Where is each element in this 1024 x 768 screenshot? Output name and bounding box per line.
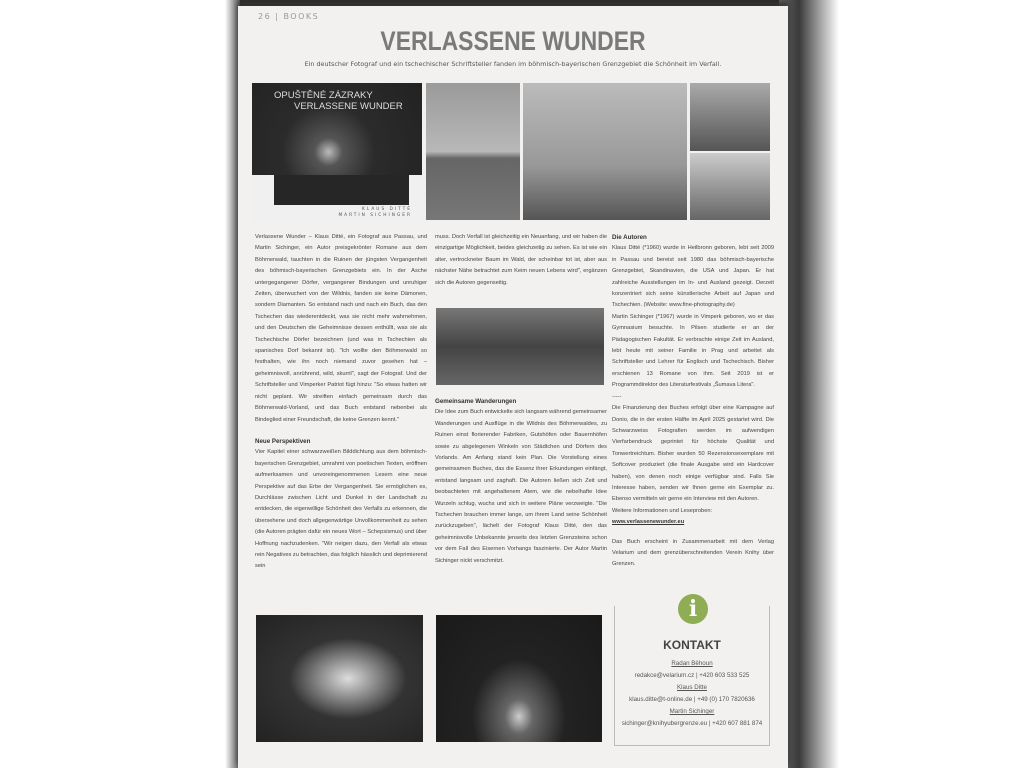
contact-details: klaus.ditte@t-online.de | +49 (0) 170 7820636	[629, 696, 755, 703]
intro-paragraph: Verlassene Wunder – Klaus Ditté, ein Fotograf aus Passau, und Martin Sichinger, ein Autor preisgekrönter Romane aus dem Böhmerwald, tauchten in die Ruinen der jüngsten Vergangenheit des böhmisch-bayerischen Grenzgebiets ein. In der Asche untergegangener Dörfer, vergangener Bindungen und unruhiger Zeiten, überwuchert von der Wildnis, fanden sie keine Dämonen, sondern Diamanten. So entstand nach und nach ein Buch, das den Tschechen das wiederentdeckt, was sie nicht mehr wahrnehmen, und den Deutschen die Geheimnisse dessen enthüllt, was sie als Tschechische Dörfer bezeichnen (und was in Tschechien als spanisches Dorf bekannt ist). "Ich wollte den Böhmerwald so festhalten, wie ihn noch niemand zuvor gesehen hat – geheimnisvoll, anrührend, wild, skurril", sagt der Fotograf. Und der Schriftsteller und Vimperker Patriot fügt hinzu: "So etwas hatten wir nicht geplant. Wir streiften einfach gemeinsam durch das Böhmerwald-Vorland, und das Buch entstand nebenbei als Bindeglied einer Freundschaft, die keine Grenzen kennt."	[255, 234, 427, 423]
photo-authors-rocks	[436, 308, 604, 385]
contact-details: sichinger@knihyubergrenze.eu | +420 607 881 874	[621, 720, 763, 727]
photo-tunnel	[436, 615, 602, 742]
contact-details: redakce@velarium.cz | +420 603 533 525	[634, 672, 750, 679]
paragraph: Weitere Informationen und Leseproben:	[612, 507, 713, 514]
article-subtitle: Ein deutscher Fotograf und ein tschechischer Schriftsteller fanden im böhmisch-bayerischen Grenzgebiet die Schönheit im Verfall.	[304, 60, 722, 68]
info-icon: i	[678, 594, 708, 624]
magazine-page	[238, 6, 788, 768]
cover-author-2: MARTIN SICHINGER	[338, 213, 412, 218]
paragraph: Martin Sichinger (*1967) wurde in Vimperk geboren, wo er das Gymnasium besuchte. In Pilsen studierte er an der Pädagogischen Fakultät. Er verbrachte einige Zeit im Ausland, lebt heute mit seiner Familie in Prag und arbeitet als Schriftsteller und Lehrer für Englisch und Tschechisch. Bisher erschienen 13 Romane von ihm. Seit 2019 ist er Programmdirektor des Literaturfestivals „Šumava Litera".	[612, 313, 774, 389]
heading-neue-perspektiven: Neue Perspektiven	[255, 437, 311, 445]
page-header: 26 | BOOKS	[258, 12, 320, 21]
photo-crucifix	[523, 83, 687, 220]
article-title: VERLASSENE WUNDER	[380, 26, 646, 56]
photo-sheds	[426, 83, 520, 220]
photo-authors-bottom	[690, 153, 770, 220]
background-right	[779, 0, 1024, 768]
cover-title-de: VERLASSENE WUNDER	[294, 101, 403, 112]
heading-gemeinsame-wanderungen: Gemeinsame Wanderungen	[435, 398, 517, 405]
contact-box	[614, 596, 770, 746]
book-cover-image	[252, 83, 422, 221]
paragraph: Die Idee zum Buch entwickelte sich langsam während gemeinsamer Wanderungen und Ausflüge in die Wildnis des Böhmerwaldes, zu Ruinen einst florierender Fabriken, Gutshöfen oder Bauernhöfen sowie zu abgelegenen Winkeln von Städtchen und Dörfern des Vorlands. Am Anfang stand kein Plan. Die Vorstellung eines gemeinsamen Buches, das die Essenz ihrer Erkundungen einfängt, entstand langsam und zaghaft. Die Autoren ließen sich Zeit und beobachteten mit angehaltenem Atem, wie die nebelhafte Idee Wurzeln schlug, wuchs und sich in weitere Pläne verzweigte. "Die Tschechen brauchen immer lange, um ihrem Land seine Schönheit zurückzugeben", lächelt der Fotograf Klaus Ditté, den das geheimnisvolle Unbekannte jenseits des letzten Grenzsteins schon vor dem Fall des Eisernen Vorhangs faszinierte. Der Autor Martin Sichinger nickt verschmitzt.	[435, 409, 607, 564]
paragraph: Klaus Ditté (*1960) wurde in Heilbronn geboren, lebt seit 2009 in Passau und bereist seit 1980 das böhmisch-bayerische Grenzgebiet, Skandinavien, die USA und Japan. Er hat zahlreiche Ausstellungen im In- und Ausland gezeigt. Derzeit konzentriert sich seine künstlerische Arbeit auf Japan und Tschechien. (Website: www.fine-photography.de)	[612, 245, 774, 309]
contact-name: Radan Běhoun	[671, 660, 713, 667]
cover-title-cz: OPUŠTĚNÉ ZÁZRAKY	[274, 90, 373, 101]
photo-authors-top	[690, 83, 770, 151]
paragraph: Die Finanzierung des Buches erfolgt über eine Kampagne auf Donio, die in der ersten Hälfte im April 2025 gestartet wird. Die Schwarzweiss Fotografien werden im aufwendigen Vierfarbendruck geprintet für höchste Qualität und Tonwertreichtum. Bisher wurden 50 Rezensionsexemplare mit Softcover produziert (die finale Ausgabe wird ein Hardcover haben), von denen noch einige verfügbar sind. Falls Sie Interesse haben, senden wir Ihnen gerne ein Exemplar zu. Ebenso vermitteln wir gerne ein Interview mit den Autoren.	[612, 405, 774, 503]
contact-title: KONTAKT	[663, 638, 721, 652]
paragraph: muss. Doch Verfall ist gleichzeitig ein Neuanfang, und wir haben die einzigartige Möglichkeit, beides gleichzeitig zu sehen. Es ist wie ein alter, vertrockneter Baum im Wald, der scheinbar tot ist, aber aus nächster Nähe betrachtet zum Keim neuen Lebens wird", ergänzen sich die Autoren gegenseitig.	[435, 234, 607, 286]
photo-window	[256, 615, 423, 742]
separator: -----	[612, 393, 622, 400]
background-left	[0, 0, 240, 768]
website-link[interactable]: www.verlassenewunder.eu	[612, 519, 685, 526]
contact-name: Klaus Ditte	[677, 684, 707, 691]
cover-author-1: KLAUS DITTÉ	[362, 207, 412, 212]
paragraph: Das Buch erscheint in Zusammenarbeit mit dem Verlag Velarium und dem grenzüberschreitenden Verein Knihy über Grenzen.	[612, 538, 774, 568]
contact-name: Martin Sichinger	[669, 708, 715, 715]
heading-die-autoren: Die Autoren	[612, 234, 647, 241]
paragraph: Vier Kapitel einer schwarzweißen Bilddichtung aus dem böhmisch-bayerischen Grenzgebiet, umrahmt von poetischen Texten, eröffnen aufmerksamen und unvoreingenommenen Lesern eine neue Perspektive auf das Erbe der Vergangenheit. Sie ermöglichen es, Durchlässe zwischen Licht und Dunkel in der Landschaft zu entdecken, die eigenwillige Schönheit des Verfalls zu erkennen, die übersehene und doch allgegenwärtige Unvollkommenheit zu sehen (die Autoren prägten dafür ein neues Wort – Schepsismus) und über Hoffnung nachzudenken. "Wir neigen dazu, den Verfall als etwas rein Negatives zu betrachten, das folglich hässlich und deprimierend sein	[255, 449, 427, 570]
